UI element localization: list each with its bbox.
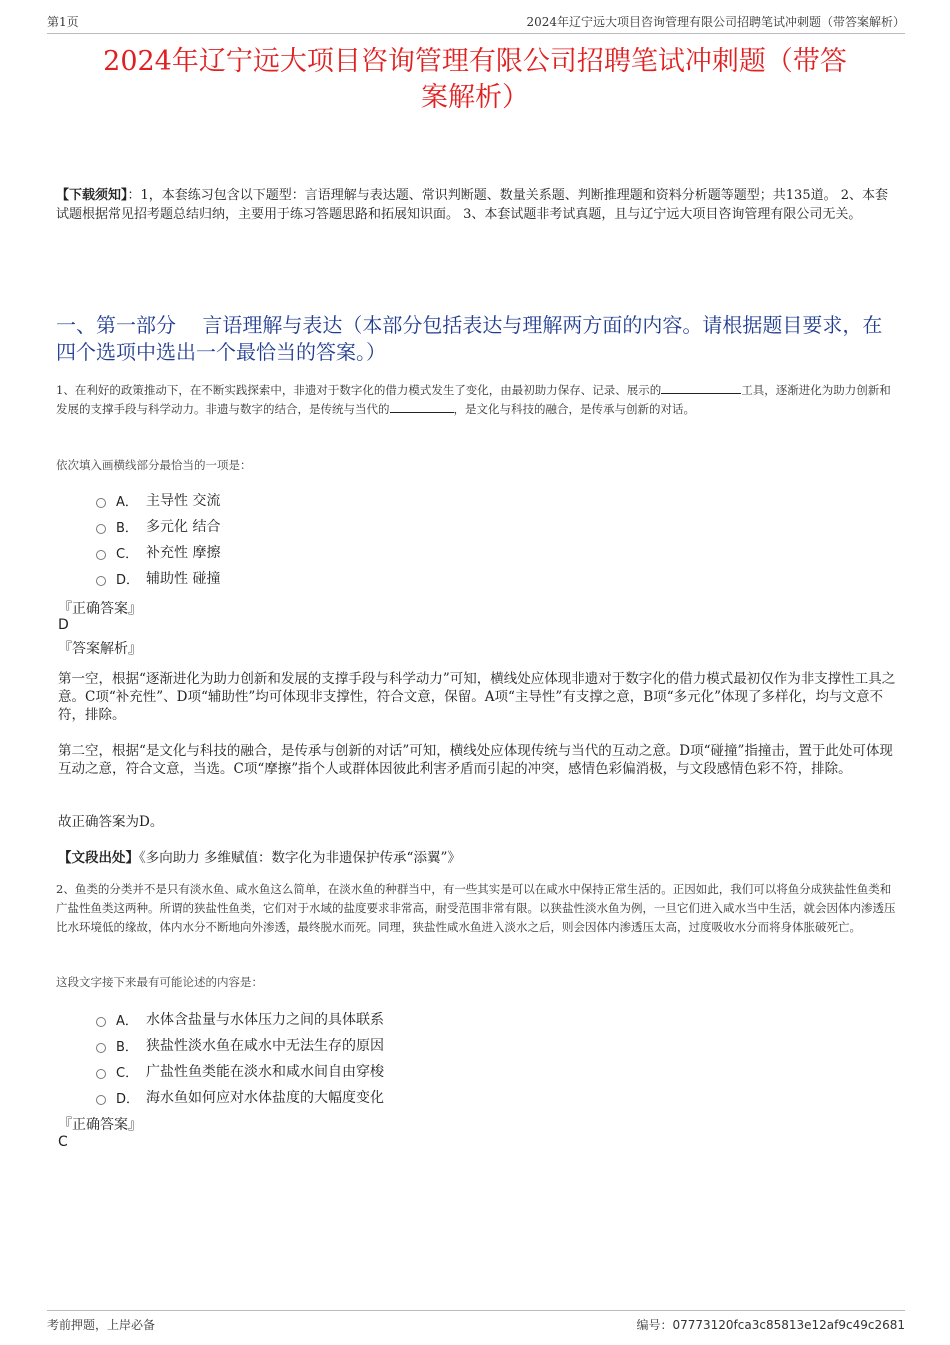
q1-option-b[interactable]: B． 多元化 结合 (96, 513, 220, 539)
question-2-options (96, 1006, 384, 1110)
notice-label: 【下载须知】 (56, 188, 128, 203)
q2-answer-label: 『正确答案』 (58, 1117, 142, 1133)
q2-option-a[interactable]: A． 水体含盐量与水体压力之间的具体联系 (96, 1006, 384, 1032)
question-2-prompt: 这段文字接下来最有可能论述的内容是： (56, 975, 263, 989)
question-2-text: 2、鱼类的分类并不是只有淡水鱼、咸水鱼这么简单，在淡水鱼的种群当中，有一些其实是可以在咸水中保持正常生活的。正因如此，我们可以将鱼分成狭盐性鱼类和广盐性鱼类这两种。所谓的狭盐性鱼类，它们对于水域的盐度要求非常高，耐受范围非常有限。以狭盐性淡水鱼为例，一旦它们进入咸水当中生活，就会因体内渗透压比水环境低的缘故，体内水分不断地向外渗透，最终脱水而死。同理，狭盐性咸水鱼进入淡水之后，则会因体内渗透压太高，过度吸收水分而将身体胀破死亡。 (56, 882, 896, 934)
source-text: 《多向助力 多维赋值：数字化为非遗保护传承“添翼”》 (139, 850, 461, 866)
radio-icon[interactable] (96, 1043, 106, 1053)
q2-option-d[interactable]: D． 海水鱼如何应对水体盐度的大幅度变化 (96, 1084, 384, 1110)
question-1-prompt: 依次填入画横线部分最恰当的一项是： (56, 458, 252, 472)
q1-answer-label: 『正确答案』 (58, 601, 142, 617)
q1-analysis-para-2: 第二空，根据“是文化与科技的融合，是传承与创新的对话”可知，横线处应体现传统与当代的互动之意。D项“碰撞”指撞击，置于此处可体现互动之意，符合文意，当选。C项“摩擦”指个人或群体因彼此利害矛盾而引起的冲突，感情色彩偏消极，与文段感情色彩不符，排除。 (58, 743, 893, 777)
serial-code: 07773120fca3c85813e12af9c49c2681 (672, 1318, 905, 1332)
q2-option-b[interactable]: B． 狭盐性淡水鱼在咸水中无法生存的原因 (96, 1032, 384, 1058)
q1-text-c: ，是文化与科技的融合，是传承与创新的对话。 (453, 402, 695, 416)
question-1-options (96, 487, 220, 591)
q1-blank-2 (390, 400, 454, 413)
radio-icon[interactable] (96, 1069, 106, 1079)
q2-option-c[interactable]: C． 广盐性鱼类能在淡水和咸水间自由穿梭 (96, 1058, 384, 1084)
q1-text-b: 工具，逐渐进化为助力创新和发展的支撑手段与科学动力。非遗与数字的结合，是传统与当代的 (56, 383, 891, 416)
section-heading: 一、第一部分 言语理解与表达（本部分包括表达与理解两方面的内容。请根据题目要求，在四个选项中选出一个最恰当的答案。） (56, 313, 883, 364)
q1-source (58, 846, 898, 866)
radio-icon[interactable] (96, 524, 106, 534)
radio-icon[interactable] (96, 498, 106, 508)
source-label: 【文段出处】 (58, 850, 139, 866)
radio-icon[interactable] (96, 1095, 106, 1105)
download-notice (56, 186, 900, 224)
footer-serial: 编号：07773120fca3c85813e12af9c49c2681 (636, 1318, 905, 1332)
title-line-2: 案解析） (421, 82, 529, 113)
q1-option-a[interactable]: A． 主导性 交流 (96, 487, 220, 513)
q1-text-a: 1、在利好的政策推动下，在不断实践探索中，非遗对于数字化的借力模式发生了变化，由最初助力保存、记录、展示的 (56, 383, 662, 397)
notice-text: ：1，本套练习包含以下题型：言语理解与表达题、常识判断题、数量关系题、判断推理题和资料分析题等题型；共135道。 2、本套试题根据常见招考题总结归纳，主要用于练习答题思路和拓展知识面。 3、本套试题非考试真题，且与辽宁远大项目咨询管理有限公司无关。 (56, 188, 889, 222)
q1-analysis-para-3: 故正确答案为D。 (58, 814, 164, 830)
page-footer (47, 1310, 905, 1333)
footer-slogan: 考前押题，上岸必备 (47, 1318, 156, 1332)
radio-icon[interactable] (96, 1017, 106, 1027)
document-title (40, 44, 910, 116)
q1-answer: D (58, 617, 69, 633)
q1-option-d[interactable]: D． 辅助性 碰撞 (96, 565, 220, 591)
q1-option-c[interactable]: C． 补充性 摩擦 (96, 539, 220, 565)
radio-icon[interactable] (96, 576, 106, 586)
q1-blank-1 (661, 381, 741, 394)
q1-analysis-label: 『答案解析』 (58, 641, 142, 657)
q1-analysis-para-1: 第一空，根据“逐渐进化为助力创新和发展的支撑手段与科学动力”可知，横线处应体现非遗对于数字化的借力模式最初仅作为非支撑性工具之意。C项“补充性”、D项“辅助性”均可体现非支撑性，符合文意，保留。A项“主导性”有支撑之意，B项“多元化”体现了多样化，均与文意不符，排除。 (58, 671, 896, 723)
page-number: 第1页 (47, 15, 79, 29)
page-header (47, 10, 905, 34)
title-line-1: 2024年辽宁远大项目咨询管理有限公司招聘笔试冲刺题（带答 (103, 46, 847, 77)
q2-answer: C (58, 1134, 68, 1150)
header-doc-title: 2024年辽宁远大项目咨询管理有限公司招聘笔试冲刺题（带答案解析） (526, 15, 905, 29)
question-1-text (56, 381, 900, 419)
radio-icon[interactable] (96, 550, 106, 560)
